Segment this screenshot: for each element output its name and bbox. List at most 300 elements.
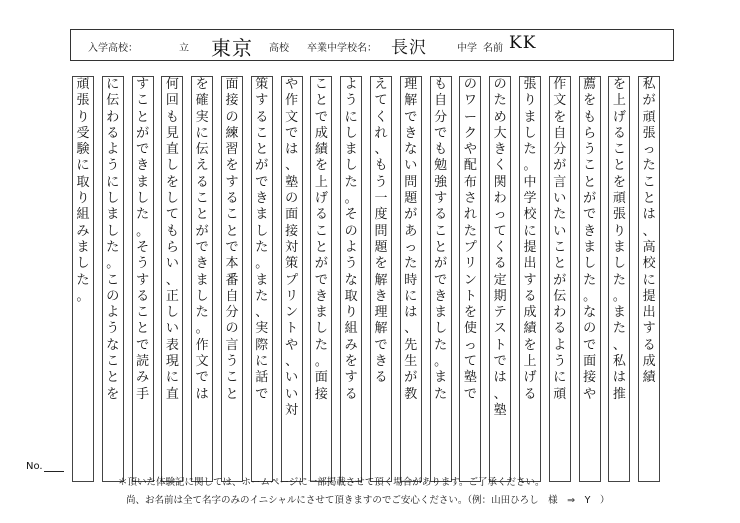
essay-char: で	[255, 174, 269, 190]
essay-char: と	[434, 239, 448, 255]
essay-char: 接	[314, 386, 328, 402]
name-handwritten: KK	[509, 33, 537, 53]
essay-char: 手	[136, 386, 150, 402]
essay-column-text	[103, 77, 123, 403]
essay-char: 作	[553, 77, 567, 92]
essay-char: プ	[463, 239, 477, 255]
essay-char: と	[642, 191, 656, 207]
essay-char: を	[553, 109, 567, 125]
essay-char: し	[344, 125, 358, 141]
essay-char: た	[404, 256, 418, 272]
essay-char: る	[344, 386, 358, 402]
essay-char: に	[106, 77, 120, 92]
essay-char: 。	[106, 256, 120, 272]
essay-char: 作	[285, 93, 299, 109]
essay-char: た	[76, 272, 90, 288]
essay-char: わ	[553, 305, 567, 321]
essay-column-text	[520, 77, 540, 403]
essay-char: 。	[434, 354, 448, 370]
essay-char: い	[165, 321, 179, 337]
middle-school-handwritten: 長沢	[391, 38, 427, 58]
essay-char: で	[583, 337, 597, 353]
essay-char: を	[612, 77, 626, 92]
essay-char: な	[106, 337, 120, 353]
essay-char: り	[76, 109, 90, 125]
essay-char: の	[225, 321, 239, 337]
essay-char: ま	[612, 305, 626, 321]
essay-char: し	[612, 256, 626, 272]
essay-char: 中	[523, 174, 537, 190]
essay-char: し	[344, 158, 358, 174]
essay-char: 伝	[106, 93, 120, 109]
essay-char: こ	[225, 370, 239, 386]
essay-char: る	[553, 321, 567, 337]
essay-char: た	[255, 288, 269, 304]
essay-char: ま	[195, 272, 209, 288]
essay-char: に	[165, 370, 179, 386]
essay-column	[340, 76, 362, 482]
essay-char: に	[76, 158, 90, 174]
essay-char: 言	[225, 337, 239, 353]
essay-char: と	[136, 321, 150, 337]
essay-char: 習	[225, 142, 239, 158]
essay-char: え	[195, 158, 209, 174]
essay-char: ま	[76, 239, 90, 255]
essay-char: 読	[136, 354, 150, 370]
essay-char: 自	[434, 93, 448, 109]
essay-char: を	[165, 174, 179, 190]
essay-char: 張	[642, 125, 656, 141]
essay-char: 接	[583, 370, 597, 386]
essay-char: は	[612, 370, 626, 386]
essay-char: さ	[463, 191, 477, 207]
essay-char: い	[285, 370, 299, 386]
essay-char: と	[255, 142, 269, 158]
essay-char: な	[344, 272, 358, 288]
essay-char: が	[553, 272, 567, 288]
essay-char: の	[106, 288, 120, 304]
essay-char: 解	[374, 321, 388, 337]
essay-char: が	[255, 158, 269, 174]
essay-char: る	[374, 370, 388, 386]
prefecture-handwritten: 東京	[211, 36, 253, 60]
essay-char: し	[106, 191, 120, 207]
essay-char: 番	[225, 272, 239, 288]
essay-char: 対	[285, 402, 299, 418]
essay-char: 組	[344, 321, 358, 337]
essay-column	[489, 76, 511, 482]
essay-char: 験	[76, 142, 90, 158]
essay-char: 解	[374, 272, 388, 288]
essay-column	[638, 76, 660, 482]
essay-char: よ	[344, 239, 358, 255]
essay-char: ま	[434, 370, 448, 386]
essay-char: っ	[463, 337, 477, 353]
essay-char: で	[225, 239, 239, 255]
essay-char: 分	[225, 305, 239, 321]
essay-char: た	[106, 239, 120, 255]
essay-char: 面	[583, 354, 597, 370]
essay-char: は	[404, 305, 418, 321]
essay-char: に	[195, 125, 209, 141]
essay-char: と	[314, 239, 328, 255]
essay-char: 頑	[642, 109, 656, 125]
graduate-middle-school-label: 卒業中学校名：	[307, 43, 377, 54]
essay-char: し	[195, 288, 209, 304]
footer-note-2: 尚、お名前は全て名字のみのイニシャルにさせて頂きますのでご安心ください。（例：山田ひろし 様 ⇒ Y ）	[126, 495, 610, 506]
essay-char: き	[374, 354, 388, 370]
essay-char: こ	[106, 272, 120, 288]
essay-char: 練	[225, 125, 239, 141]
essay-char: た	[344, 174, 358, 190]
essay-char: こ	[106, 354, 120, 370]
essay-char: と	[225, 386, 239, 402]
essay-char: 策	[255, 77, 269, 92]
essay-char: 組	[76, 207, 90, 223]
essay-char: が	[136, 125, 150, 141]
essay-char: 先	[404, 337, 418, 353]
essay-char: 時	[404, 272, 418, 288]
essay-char: る	[642, 337, 656, 353]
essay-char: 。	[195, 321, 209, 337]
essay-char: い	[404, 158, 418, 174]
essay-char: 。	[583, 288, 597, 304]
essay-char: き	[493, 142, 507, 158]
essay-char: あ	[404, 223, 418, 239]
essay-column-text	[311, 77, 331, 403]
essay-char: 見	[165, 125, 179, 141]
essay-char: 題	[374, 239, 388, 255]
essay-char: リ	[285, 288, 299, 304]
essay-char: 策	[285, 256, 299, 272]
essay-char: 現	[165, 354, 179, 370]
essay-char: と	[136, 109, 150, 125]
essay-char: き	[195, 256, 209, 272]
essay-char: う	[344, 256, 358, 272]
essay-column-text	[73, 77, 93, 305]
essay-char: で	[583, 207, 597, 223]
essay-char: た	[136, 207, 150, 223]
essay-char: で	[434, 272, 448, 288]
essay-char: を	[463, 305, 477, 321]
essay-char: き	[583, 223, 597, 239]
essay-char: よ	[553, 337, 567, 353]
essay-char: 取	[344, 288, 358, 304]
essay-column-text	[282, 77, 302, 419]
essay-char: が	[404, 207, 418, 223]
essay-char: 面	[314, 370, 328, 386]
essay-char: を	[314, 158, 328, 174]
essay-char: の	[344, 223, 358, 239]
essay-char: 大	[493, 125, 507, 141]
essay-char: っ	[642, 142, 656, 158]
essay-char: 文	[553, 93, 567, 109]
essay-char: た	[434, 337, 448, 353]
essay-char: っ	[493, 207, 507, 223]
essay-char: る	[493, 256, 507, 272]
essay-column-text	[371, 77, 391, 387]
essay-char: う	[106, 158, 120, 174]
essay-char: も	[434, 142, 448, 158]
essay-char: も	[434, 77, 448, 92]
essay-char: ら	[165, 239, 179, 255]
public-label: 立	[179, 43, 189, 54]
essay-char: 問	[374, 223, 388, 239]
essay-char: ト	[493, 337, 507, 353]
essay-char: 提	[523, 239, 537, 255]
essay-char: し	[136, 191, 150, 207]
essay-char: で	[195, 239, 209, 255]
essay-char: の	[583, 321, 597, 337]
essay-char: き	[255, 191, 269, 207]
essay-char: こ	[136, 305, 150, 321]
essay-column-text	[222, 77, 242, 403]
essay-char: っ	[404, 239, 418, 255]
essay-column-text	[460, 77, 480, 403]
essay-char: こ	[195, 191, 209, 207]
essay-char: わ	[106, 109, 120, 125]
essay-column-text	[431, 77, 451, 403]
essay-column	[579, 76, 601, 482]
essay-char: こ	[136, 93, 150, 109]
essay-column	[161, 76, 183, 482]
essay-char: 題	[404, 191, 418, 207]
essay-column-text	[192, 77, 212, 403]
essay-char: ン	[463, 272, 477, 288]
essay-char: み	[136, 370, 150, 386]
essay-char: 塾	[493, 402, 507, 418]
essay-char: 表	[165, 337, 179, 353]
essay-char: 自	[553, 125, 567, 141]
essay-char: 何	[165, 77, 179, 92]
essay-char: し	[434, 321, 448, 337]
essay-char: 伝	[195, 142, 209, 158]
essay-column	[370, 76, 392, 482]
essay-char: 績	[642, 370, 656, 386]
essay-char: ま	[136, 174, 150, 190]
essay-char: を	[583, 93, 597, 109]
essay-char: し	[314, 321, 328, 337]
essay-char: よ	[106, 305, 120, 321]
essay-char: 成	[523, 305, 537, 321]
essay-char: た	[463, 223, 477, 239]
essay-char: で	[404, 109, 418, 125]
essay-char: よ	[106, 142, 120, 158]
essay-char: ま	[523, 109, 537, 125]
essay-column-text	[639, 77, 659, 387]
essay-char: な	[404, 142, 418, 158]
essay-char: え	[374, 77, 388, 92]
essay-char: を	[195, 77, 209, 92]
essay-char: は	[493, 370, 507, 386]
essay-char: と	[225, 223, 239, 239]
essay-column-text	[550, 77, 570, 403]
essay-char: い	[553, 191, 567, 207]
essay-char: 、	[285, 354, 299, 370]
essay-char: ワ	[463, 93, 477, 109]
essay-char: し	[76, 256, 90, 272]
essay-char: 績	[314, 142, 328, 158]
essay-char: 張	[76, 93, 90, 109]
essay-char: 文	[195, 354, 209, 370]
essay-char: こ	[255, 125, 269, 141]
essay-char: 度	[374, 207, 388, 223]
essay-char: 伝	[553, 288, 567, 304]
essay-char: そ	[344, 207, 358, 223]
essay-column	[132, 76, 154, 482]
essay-char: た	[255, 239, 269, 255]
essay-char: し	[106, 223, 120, 239]
essay-char: し	[583, 256, 597, 272]
essay-char: し	[165, 191, 179, 207]
essay-char: う	[344, 93, 358, 109]
essay-char: り	[76, 191, 90, 207]
essay-char: す	[523, 272, 537, 288]
essay-char: 、	[165, 272, 179, 288]
essay-char: ま	[434, 305, 448, 321]
essay-char: プ	[285, 272, 299, 288]
essay-char: 問	[404, 174, 418, 190]
essay-char: き	[434, 288, 448, 304]
essay-char: が	[434, 256, 448, 272]
essay-char: 期	[493, 288, 507, 304]
essay-char: こ	[314, 223, 328, 239]
essay-char: み	[76, 223, 90, 239]
essay-char: い	[553, 223, 567, 239]
essay-char: ま	[314, 305, 328, 321]
essay-column	[400, 76, 422, 482]
essay-char: う	[106, 321, 120, 337]
essay-char: す	[255, 93, 269, 109]
essay-char: や	[285, 337, 299, 353]
essay-char: そ	[136, 239, 150, 255]
essay-char: て	[374, 93, 388, 109]
essay-char: 学	[523, 191, 537, 207]
essay-char: ま	[583, 239, 597, 255]
essay-char: わ	[493, 191, 507, 207]
essay-char: す	[136, 77, 150, 92]
essay-column	[459, 76, 481, 482]
essay-char: 績	[523, 321, 537, 337]
essay-char: 正	[165, 288, 179, 304]
essay-char: よ	[344, 77, 358, 92]
essay-char: れ	[463, 207, 477, 223]
essay-char: げ	[314, 191, 328, 207]
essay-char: に	[344, 109, 358, 125]
number-line	[44, 471, 64, 472]
essay-char: も	[165, 109, 179, 125]
essay-char: 出	[523, 256, 537, 272]
essay-char: す	[434, 191, 448, 207]
essay-char: も	[374, 158, 388, 174]
essay-char: 塾	[463, 370, 477, 386]
essay-char: た	[642, 158, 656, 174]
essay-char: 提	[642, 288, 656, 304]
high-school-label: 高校	[269, 43, 289, 54]
essay-char: る	[523, 288, 537, 304]
essay-char: 。	[344, 191, 358, 207]
essay-char: に	[642, 272, 656, 288]
essay-char: 理	[374, 305, 388, 321]
essay-char: ン	[285, 305, 299, 321]
essay-char: を	[374, 256, 388, 272]
essay-char: ス	[493, 321, 507, 337]
essay-char: う	[583, 142, 597, 158]
essay-char: と	[612, 158, 626, 174]
essay-column-text	[252, 77, 272, 403]
essay-char: 実	[255, 321, 269, 337]
essay-char: 分	[434, 109, 448, 125]
essay-column-text	[162, 77, 182, 403]
essay-char: る	[195, 174, 209, 190]
essay-char: れ	[374, 125, 388, 141]
essay-char: の	[285, 191, 299, 207]
footer-note-1: ＊頂いた体験記に関しては、ホームページに一部掲載させて頂く場合があります。ご了承ください。	[118, 477, 545, 488]
essay-char: 面	[225, 77, 239, 92]
essay-char: 。	[76, 288, 90, 304]
essay-char: が	[583, 191, 597, 207]
essay-char: し	[165, 305, 179, 321]
essay-char: を	[344, 354, 358, 370]
essay-char: で	[434, 125, 448, 141]
essay-char: 話	[255, 370, 269, 386]
essay-char: に	[523, 223, 537, 239]
essay-char: み	[344, 337, 358, 353]
essay-char: り	[612, 223, 626, 239]
essay-char: た	[493, 93, 507, 109]
essay-column	[191, 76, 213, 482]
essay-char: た	[314, 337, 328, 353]
number-label: No.	[26, 461, 43, 472]
essay-char: で	[493, 354, 507, 370]
essay-char: る	[612, 125, 626, 141]
essay-char: ら	[583, 125, 597, 141]
essay-char: 。	[255, 256, 269, 272]
essay-char: で	[285, 125, 299, 141]
essay-char: の	[225, 109, 239, 125]
essay-char: ま	[612, 239, 626, 255]
essay-char: る	[255, 109, 269, 125]
essay-char: 上	[523, 354, 537, 370]
essay-char: と	[583, 174, 597, 190]
essay-column-text	[341, 77, 361, 403]
essay-char: を	[523, 337, 537, 353]
essay-column	[221, 76, 243, 482]
essay-char: た	[523, 142, 537, 158]
essay-char: と	[106, 370, 120, 386]
essay-column	[102, 76, 124, 482]
essay-char: で	[314, 272, 328, 288]
essay-char: 成	[642, 354, 656, 370]
essay-char: ト	[285, 321, 299, 337]
essay-char: し	[165, 158, 179, 174]
essay-char: 、	[612, 337, 626, 353]
essay-char: て	[463, 354, 477, 370]
essay-column	[549, 76, 571, 482]
name-label: 名前	[483, 43, 503, 54]
essay-char: た	[434, 386, 448, 402]
essay-char: や	[583, 386, 597, 402]
essay-char: ー	[463, 109, 477, 125]
essay-column	[608, 76, 630, 482]
essay-char: 私	[642, 77, 656, 92]
essay-char: る	[106, 125, 120, 141]
essay-column	[519, 76, 541, 482]
essay-char: 上	[314, 174, 328, 190]
essay-char: と	[195, 207, 209, 223]
essay-char: 、	[404, 321, 418, 337]
essay-char: と	[553, 256, 567, 272]
